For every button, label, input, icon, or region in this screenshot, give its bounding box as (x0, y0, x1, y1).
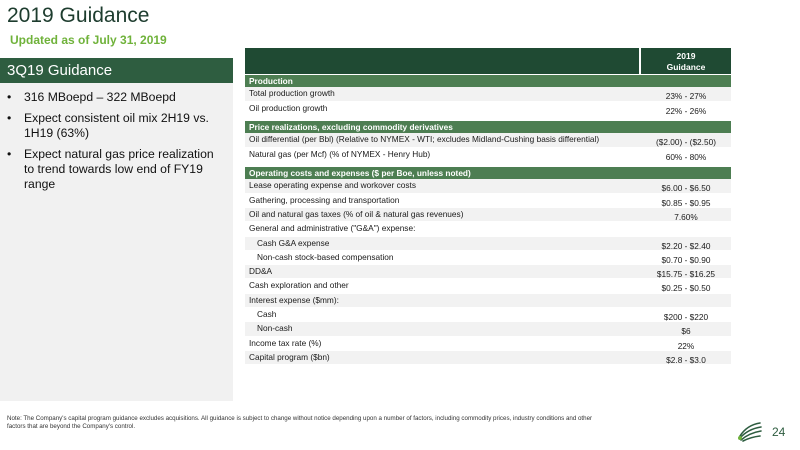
row-value: $6.00 - $6.50 (661, 183, 711, 194)
row-value: 22% (677, 340, 695, 351)
row-label: Total production growth (249, 88, 335, 99)
table-row (245, 322, 731, 336)
table-row (245, 279, 731, 293)
row-label: Cash G&A expense (257, 237, 330, 248)
column-header-year: 2019 (676, 51, 696, 61)
table-column-header (639, 48, 731, 74)
table-row (245, 265, 731, 279)
table-header (245, 48, 731, 74)
row-label: Cash (257, 309, 277, 320)
table-row (245, 294, 731, 308)
row-label: DD&A (249, 266, 273, 277)
row-value: 7.60% (674, 211, 698, 222)
table-row (245, 308, 731, 322)
row-value: 22% - 26% (665, 105, 707, 116)
row-label: Interest expense ($mm): (249, 294, 339, 305)
table-row (245, 351, 731, 365)
row-label: Gathering, processing and transportation (249, 194, 400, 205)
page-title: 2019 Guidance (7, 4, 150, 27)
row-value: $2.8 - $3.0 (666, 354, 706, 365)
table-row (245, 194, 731, 208)
row-label: Oil differential (per Bbl) (Relative to NYMEX - WTI; excludes Midland-Cushing basis differential) (249, 134, 600, 145)
page-subtitle: Updated as of July 31, 2019 (10, 33, 167, 47)
bullet-icon: • (7, 111, 12, 125)
table-row (245, 179, 731, 193)
row-value (641, 222, 731, 235)
row-label: Natural gas (per Mcf) (% of NYMEX - Henry Hub) (249, 148, 431, 159)
bullet-item (7, 90, 227, 105)
row-label: Oil production growth (249, 102, 328, 113)
table-row (245, 237, 731, 251)
row-value: $2.20 - $2.40 (661, 240, 711, 251)
row-label: Cash exploration and other (249, 280, 349, 291)
bullet-item (7, 147, 227, 192)
row-label: Non-cash (257, 323, 293, 334)
row-value: $200 - $220 (663, 312, 709, 323)
row-value (641, 294, 731, 307)
table-row (245, 208, 731, 222)
bullet-item (7, 111, 227, 141)
table-row (245, 133, 731, 147)
table-row (245, 87, 731, 101)
table-row (245, 148, 731, 162)
company-logo-icon (737, 420, 763, 442)
row-label: Capital program ($bn) (249, 351, 330, 362)
row-value: $6 (681, 326, 691, 337)
row-value: 23% - 27% (665, 91, 707, 102)
row-value: 60% - 80% (665, 151, 707, 162)
table-row (245, 222, 731, 236)
row-value: ($2.00) - ($2.50) (656, 137, 716, 148)
section-header-operating-costs: Operating costs and expenses ($ per Boe, unless noted) (245, 167, 731, 179)
table-row (245, 337, 731, 351)
guidance-table (245, 48, 731, 365)
section-header-production: Production (245, 75, 731, 87)
bullet-text: Expect consistent oil mix 2H19 vs. 1H19 (63%) (24, 111, 209, 140)
table-row (245, 251, 731, 265)
guidance-panel (0, 58, 233, 401)
bullet-icon: • (7, 90, 12, 104)
row-label: Income tax rate (%) (249, 337, 322, 348)
row-value: $15.75 - $16.25 (656, 269, 716, 280)
column-header-label: Guidance (666, 62, 706, 72)
bullet-text: Expect natural gas price realization to trend towards low end of FY19 range (24, 147, 214, 191)
row-value: $0.70 - $0.90 (661, 254, 711, 265)
guidance-bullet-list (0, 83, 233, 192)
row-label: Lease operating expense and workover costs (249, 180, 416, 191)
table-header-blank (245, 48, 639, 74)
footnote: Note: The Company's capital program guidance excludes acquisitions. All guidance is subject to change without notice depending upon a number of factors, including commodity prices, industry conditions and other factors that are beyond the Company's control. (7, 415, 593, 430)
row-label: General and administrative ("G&A") expense: (249, 223, 416, 234)
row-value: $0.85 - $0.95 (661, 197, 711, 208)
section-header-price-realizations: Price realizations, excluding commodity derivatives (245, 121, 731, 133)
guidance-panel-header: 3Q19 Guidance (0, 58, 233, 83)
row-label: Non-cash stock-based compensation (257, 251, 394, 262)
row-label: Oil and natural gas taxes (% of oil & natural gas revenues) (249, 208, 464, 219)
table-row (245, 102, 731, 116)
row-value: $0.25 - $0.50 (661, 283, 711, 294)
bullet-icon: • (7, 147, 12, 161)
bullet-text: 316 MBoepd – 322 MBoepd (24, 90, 176, 104)
page-number: 24 (772, 425, 786, 439)
